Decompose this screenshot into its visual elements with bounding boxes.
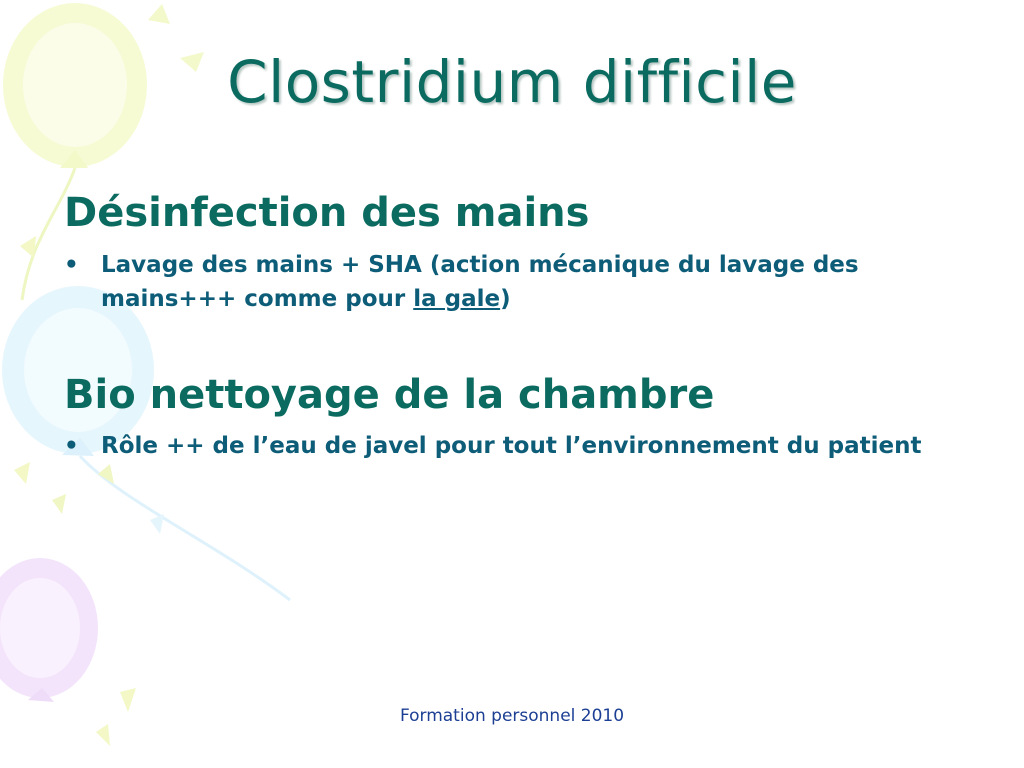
- section-heading-room-cleaning: Bio nettoyage de la chambre: [64, 372, 715, 418]
- bullet-marker: •: [64, 433, 79, 459]
- balloon-purple: [0, 558, 98, 702]
- la-gale-link[interactable]: la gale: [413, 286, 501, 312]
- bullet-bleach: [64, 429, 964, 463]
- bullet-text: Rôle ++ de l’eau de javel pour tout l’environnement du patient: [101, 433, 922, 459]
- bullet-text-before: Lavage des mains + SHA (action mécanique du lavage des mains+++ comme pour: [101, 252, 859, 312]
- bullet-text: [101, 248, 964, 316]
- section-heading-hand-disinfection: Désinfection des mains: [64, 190, 590, 236]
- slide-title: Clostridium difficile: [227, 48, 797, 116]
- slide-footer: Formation personnel 2010: [399, 706, 625, 726]
- bullet-text-after: ): [500, 286, 511, 312]
- bullet-hand-washing: [64, 248, 964, 316]
- bullet-marker: •: [64, 252, 79, 278]
